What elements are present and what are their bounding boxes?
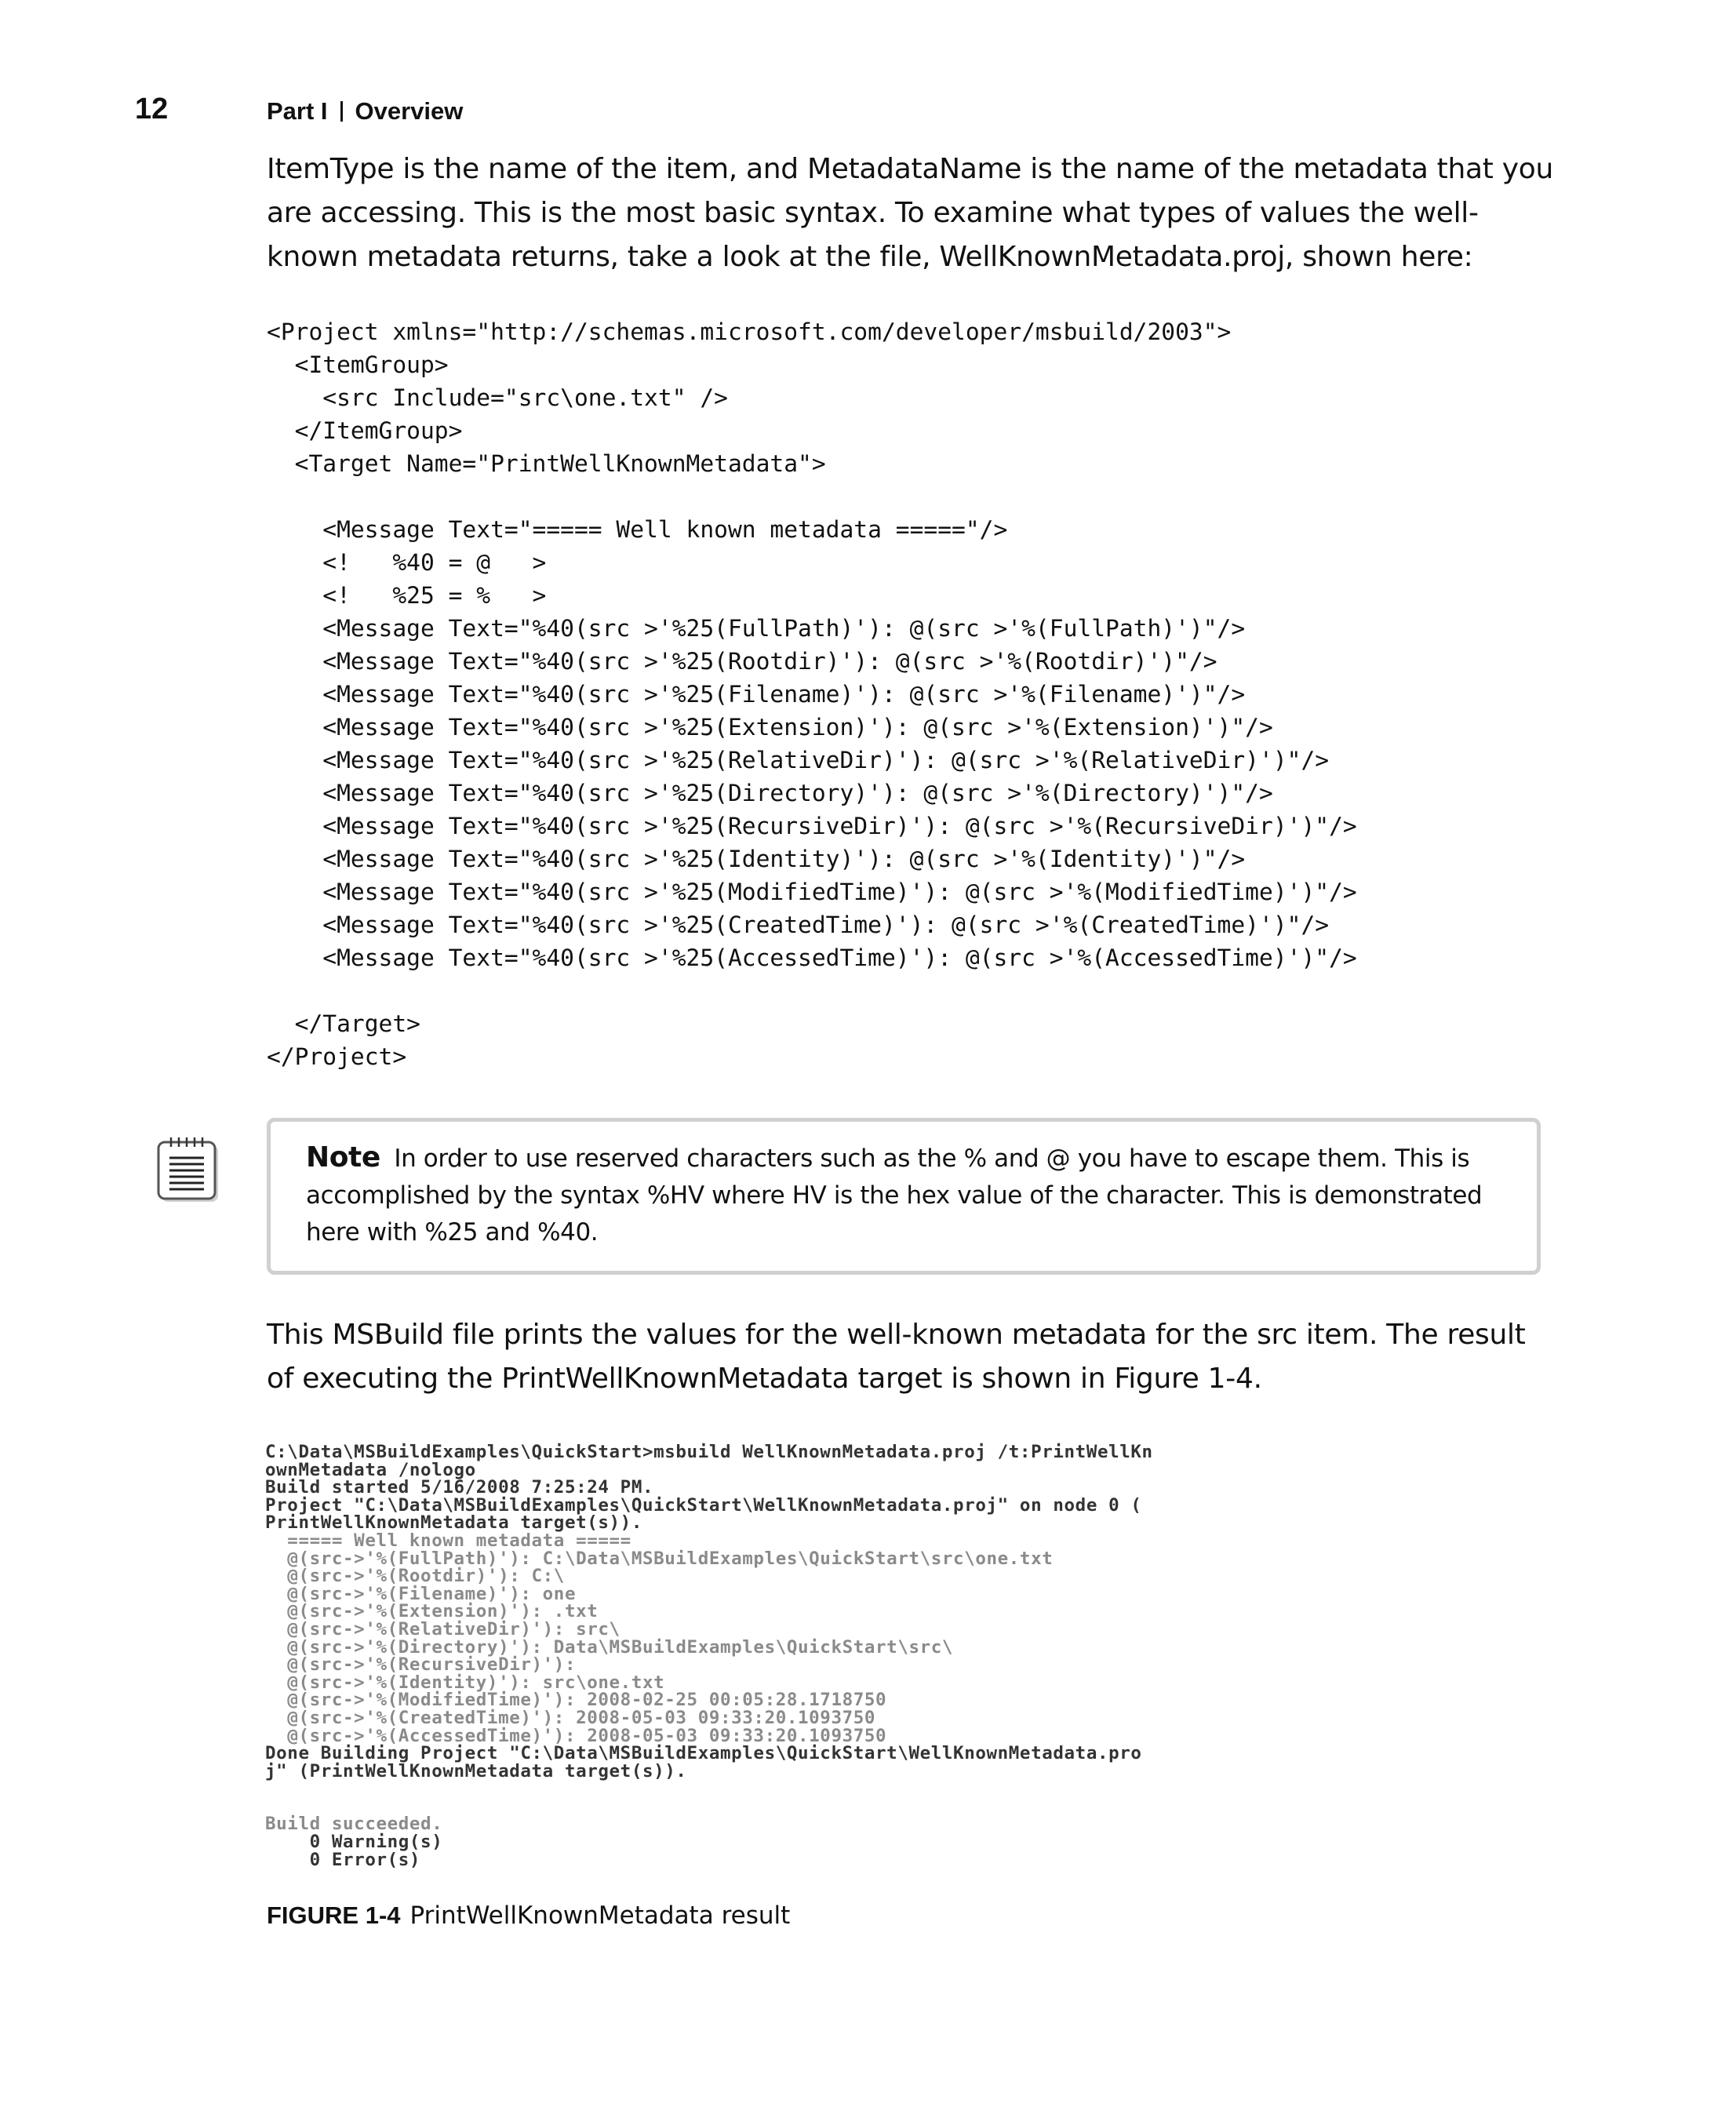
code-line: <Message Text="%40(src >'%25(ModifiedTime)'): @(src >'%(ModifiedTime)')"/>	[267, 879, 1357, 905]
console-line: @(src->'%(RecursiveDir)'):	[265, 1654, 577, 1676]
code-listing	[267, 315, 1357, 1073]
code-line: </ItemGroup>	[267, 417, 463, 444]
console-line: @(src->'%(Extension)'): .txt	[265, 1601, 599, 1622]
code-line: <Message Text="%40(src >'%25(Rootdir)'): @(src >'%(Rootdir)')"/>	[267, 648, 1217, 675]
note-label: Note	[306, 1141, 380, 1174]
running-head	[267, 97, 463, 126]
figure-label: FIGURE 1-4	[267, 1901, 401, 1929]
console-line: Done Building Project "C:\Data\MSBuildExamples\QuickStart\WellKnownMetadata.pro	[265, 1743, 1142, 1764]
code-line: <! %40 = @ >	[267, 549, 547, 576]
code-line: <Target Name="PrintWellKnownMetadata">	[267, 450, 826, 477]
console-line: @(src->'%(Filename)'): one	[265, 1583, 577, 1604]
console-line: @(src->'%(ModifiedTime)'): 2008-02-25 00:05:28.1718750	[265, 1690, 887, 1711]
console-line: PrintWellKnownMetadata target(s)).	[265, 1512, 642, 1534]
code-line: <src Include="src\one.txt" />	[267, 384, 728, 411]
header-separator	[340, 101, 343, 122]
note-text	[306, 1139, 1514, 1251]
page-number: 12	[135, 93, 169, 126]
code-line: <Message Text="%40(src >'%25(RecursiveDir)'): @(src >'%(RecursiveDir)')"/>	[267, 813, 1357, 839]
console-line: @(src->'%(Directory)'): Data\MSBuildExamples\QuickStart\src\	[265, 1636, 954, 1658]
console-line: ===== Well known metadata =====	[265, 1530, 631, 1551]
code-line: <Message Text="%40(src >'%25(Directory)'): @(src >'%(Directory)')"/>	[267, 780, 1273, 806]
code-line: </Project>	[267, 1043, 407, 1070]
intro-paragraph: ItemType is the name of the item, and MetadataName is the name of the metadata that you are accessing. This is the most basic syntax. To examine what types of values the well-known metadata returns, take a look at the file, WellKnownMetadata.proj, shown here:	[267, 153, 1553, 273]
console-line: @(src->'%(Rootdir)'): C:\	[265, 1566, 565, 1587]
console-line: j" (PrintWellKnownMetadata target(s)).	[265, 1760, 687, 1781]
code-line: <Message Text="%40(src >'%25(AccessedTime)'): @(src >'%(AccessedTime)')"/>	[267, 944, 1357, 971]
code-line: <Message Text="===== Well known metadata ====="/>	[267, 516, 1008, 543]
console-line: ownMetadata /nologo	[265, 1459, 476, 1480]
console-line: C:\Data\MSBuildExamples\QuickStart>msbuild WellKnownMetadata.proj /t:PrintWellKn	[265, 1442, 1153, 1462]
code-line	[267, 974, 1357, 1007]
console-line	[265, 1798, 1153, 1816]
section-label: Overview	[355, 97, 464, 125]
code-line: <Message Text="%40(src >'%25(Identity)'): @(src >'%(Identity)')"/>	[267, 846, 1246, 872]
code-line: <ItemGroup>	[267, 351, 449, 378]
console-line: Build started 5/16/2008 7:25:24 PM.	[265, 1477, 654, 1498]
code-line: <Message Text="%40(src >'%25(FullPath)'): @(src >'%(FullPath)')"/>	[267, 615, 1246, 642]
note-body: In order to use reserved characters such as the % and @ you have to escape them. This is accomplished by the syntax %HV where HV is the hex value of the character. This is demonstrated here with %25 and %40.	[306, 1145, 1483, 1246]
notepad-icon	[154, 1136, 226, 1208]
code-line: </Target>	[267, 1010, 420, 1037]
figure-caption	[267, 1901, 790, 1930]
code-line	[267, 480, 1357, 513]
console-line: Build succeeded.	[265, 1814, 443, 1835]
code-line: <Message Text="%40(src >'%25(CreatedTime)'): @(src >'%(CreatedTime)')"/>	[267, 912, 1330, 938]
code-line: <! %25 = % >	[267, 582, 547, 609]
code-line: <Message Text="%40(src >'%25(Extension)'): @(src >'%(Extension)')"/>	[267, 714, 1273, 741]
console-line: @(src->'%(FullPath)'): C:\Data\MSBuildExamples\QuickStart\src\one.txt	[265, 1548, 1054, 1569]
console-output	[265, 1443, 1153, 1869]
code-line: <Message Text="%40(src >'%25(Filename)'): @(src >'%(Filename)')"/>	[267, 681, 1246, 708]
console-line: @(src->'%(Identity)'): src\one.txt	[265, 1672, 665, 1693]
code-line: <Project xmlns="http://schemas.microsoft.com/developer/msbuild/2003">	[267, 318, 1232, 345]
console-line: @(src->'%(CreatedTime)'): 2008-05-03 09:33:20.1093750	[265, 1707, 876, 1728]
code-line: <Message Text="%40(src >'%25(RelativeDir)'): @(src >'%(RelativeDir)')"/>	[267, 747, 1330, 773]
console-line: @(src->'%(AccessedTime)'): 2008-05-03 09:33:20.1093750	[265, 1725, 887, 1746]
console-line: @(src->'%(RelativeDir)'): src\	[265, 1618, 621, 1639]
console-line: Project "C:\Data\MSBuildExamples\QuickStart\WellKnownMetadata.proj" on node 0 (	[265, 1494, 1142, 1516]
console-line: 0 Warning(s)	[265, 1832, 443, 1853]
part-label: Part I	[267, 97, 328, 125]
console-line: 0 Error(s)	[265, 1849, 421, 1870]
console-line	[265, 1780, 1153, 1798]
figure-title: PrintWellKnownMetadata result	[409, 1901, 791, 1930]
result-paragraph: This MSBuild file prints the values for the well-known metadata for the src item. The result of executing the PrintWellKnownMetadata target is shown in Figure 1-4.	[267, 1319, 1526, 1395]
